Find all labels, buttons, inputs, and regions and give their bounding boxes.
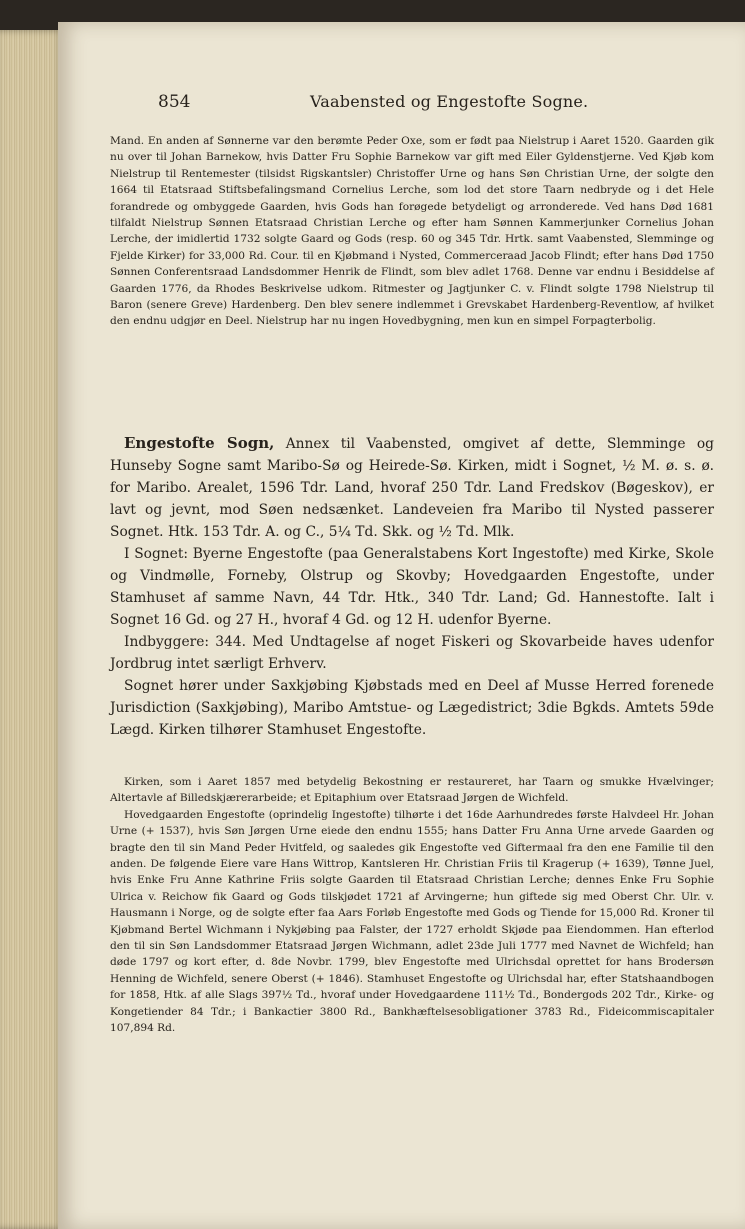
running-title: Vaabensted og Engestofte Sogne.: [310, 92, 589, 111]
page-header: [58, 92, 745, 122]
parish-overview-paragraph: [110, 432, 714, 543]
book-page: [58, 22, 745, 1229]
parish-villages-paragraph: I Sognet: Byerne Engestofte (paa Generalstabens Kort Ingestofte) med Kirke, Skole og Vindmølle, Forneby, Olstrup og Skovby; Hovedgaarden Engestofte, under Stamhuset af samme Navn, 44 Tdr. Htk., 340 Tdr. Land; Gd. Hannestofte. Ialt i Sognet 16 Gd. og 27 H., hvoraf 4 Gd. og 12 H. udenfor Byerne.: [110, 546, 714, 628]
parish-overview-text: Annex til Vaabensted, omgivet af dette, Slemminge og Hunseby Sogne samt Maribo-Sø og Heirede-Sø. Kirken, midt i Sognet, ½ M. ø. s. ø. for Maribo. Arealet, 1596 Tdr. Land, hvoraf 250 Tdr. Land Fredskov (Bøgeskov), er lavt og jevnt, mod Søen nedsænket. Landeveien fra Maribo til Nysted passerer Sognet. Htk. 153 Tdr. A. og C., 5¼ Td. Skk. og ½ Td. Mlk.: [110, 436, 714, 540]
parish-jurisdiction-paragraph: Sognet hører under Saxkjøbing Kjøbstads med en Deel af Musse Herred forenede Jurisdiction (Saxkjøbing), Maribo Amtstue- og Lægedistrict; 3die Bgkds. Amtets 59de Lægd. Kirken tilhører Stamhuset Engestofte.: [110, 678, 714, 738]
page-number: 854: [158, 92, 191, 112]
church-note-paragraph: Kirken, som i Aaret 1857 med betydelig Bekostning er restaureret, har Taarn og smukke Hvælvinger; Altertavle af Billedskjærerarbeide; et Epitaphium over Etatsraad Jørgen de Wichfeld.: [110, 776, 714, 805]
parish-inhabitants-paragraph: Indbyggere: 344. Med Undtagelse af noget Fiskeri og Skovarbeide haves udenfor Jordbrug intet særligt Erhverv.: [110, 634, 714, 672]
continuation-paragraph: Mand. En anden af Sønnerne var den berømte Peder Oxe, som er født paa Nielstrup i Aaret 1520. Gaarden gik nu over til Johan Barnekow, hvis Datter Fru Sophie Barnekow var gift med Eiler Gyldenstjerne. Ved Kjøb kom Nielstrup til Rentemester (tilsidst Rigskantsler) Christoffer Urne og hans Søn Christian Urne, der solgte den 1664 til Etatsraad Stiftsbefalingsmand Cornelius Lerche, som lod det store Taarn nedbryde og i det Hele forandrede og ombyggede Gaarden, hvis Gods han forøgede betydeligt og arronderede. Ved hans Død 1681 tilfaldt Nielstrup Sønnen Etatsraad Christian Lerche og efter ham Sønnen Kammerjunker Cornelius Johan Lerche, der imidlertid 1732 solgte Gaard og Gods (resp. 60 og 345 Tdr. Hrtk. samt Vaabensted, Slemminge og Fjelde Kirker) for 33,000 Rd. Cour. til en Kjøbmand i Nysted, Commerceraad Jacob Flindt; efter hans Død 1750 Sønnen Conferentsraad Landsdommer Henrik de Flindt, som blev adlet 1768. Denne var endnu i Besiddelse af Gaarden 1776, da Rhodes Beskrivelse udkom. Ritmester og Jagtjunker C. v. Flindt solgte 1798 Nielstrup til Baron (senere Greve) Hardenberg. Den blev senere indlemmet i Grevskabet Hardenberg-Reventlow, af hvilket den endnu udgjør en Deel. Nielstrup har nu ingen Hovedbygning, men kun en simpel Forpagterbolig.: [110, 135, 714, 328]
parish-entry: [110, 432, 714, 741]
book-page-edges: [0, 30, 64, 1229]
parish-heading: Engestofte Sogn,: [124, 434, 275, 452]
continuation-text-block: [110, 133, 714, 330]
notes-block: [110, 774, 714, 1037]
manor-history-paragraph: Hovedgaarden Engestofte (oprindelig Ingestofte) tilhørte i det 16de Aarhundredes første Halvdeel Hr. Johan Urne (+ 1537), hvis Søn Jørgen Urne eiede den endnu 1555; hans Datter Fru Anna Urne arvede Gaarden og bragte den til sin Mand Peder Hvitfeld, og saaledes gik Engestofte ved Giftermaal fra den ene Familie til den anden. De følgende Eiere vare Hans Wittrop, Kantsleren Hr. Christian Friis til Kragerup (+ 1639), Tønne Juel, hvis Enke Fru Anne Kathrine Friis solgte Gaarden til Etatsraad Christian Lerche; dennes Enke Fru Sophie Ulrica v. Reichow fik Gaard og Gods tilskjødet 1721 af Arvingerne; hun giftede sig med Oberst Chr. Ulr. v. Hausmann i Norge, og de solgte efter faa Aars Forløb Engestofte med Gods og Tiende for 15,000 Rd. Kroner til Kjøbmand Bertel Wichmann i Nykjøbing paa Falster, der 1727 erholdt Skjøde paa Eiendommen. Han efterlod den til sin Søn Landsdommer Etatsraad Jørgen Wichmann, adlet 23de Juli 1777 med Navnet de Wichfeld; han døde 1797 og kort efter, d. 8de Novbr. 1799, blev Engestofte med Ulrichsdal oprettet for hans Brodersøn Henning de Wichfeld, senere Oberst (+ 1846). Stamhuset Engestofte og Ulrichsdal har, efter Statshaandbogen for 1858, Htk. af alle Slags 397½ Td., hvoraf under Hovedgaardene 111½ Td., Bondergods 202 Tdr., Kirke- og Kongetiender 84 Tdr.; i Bankactier 3800 Rd., Bankhæftelsesobligationer 3783 Rd., Fideicommiscapitaler 107,894 Rd.: [110, 808, 714, 1035]
